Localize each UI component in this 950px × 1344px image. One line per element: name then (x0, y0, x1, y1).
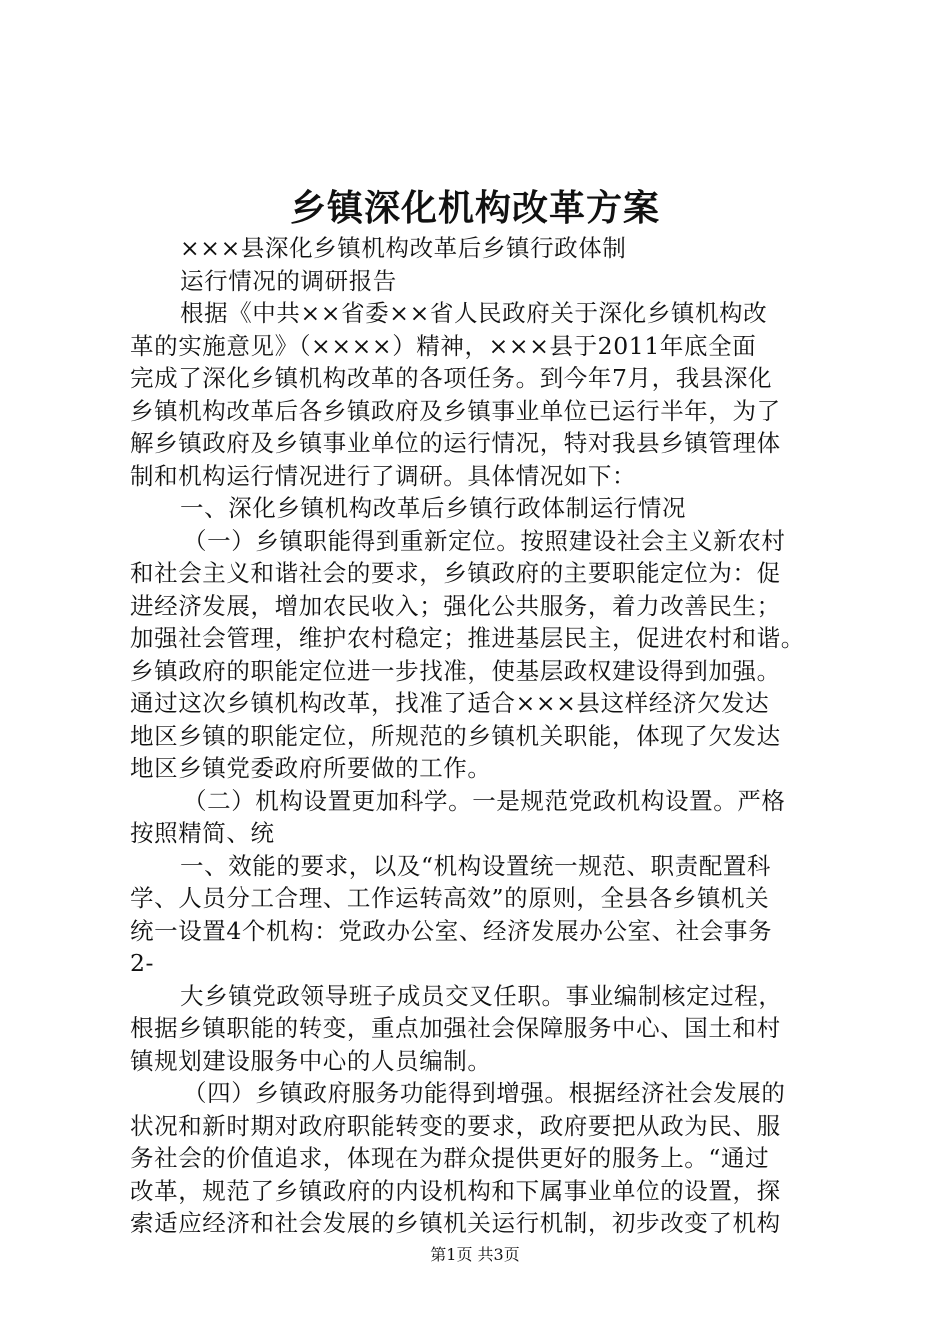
report-title-line-2: 运行情况的调研报告 (180, 266, 397, 295)
paragraph-line: 大乡镇党政领导班子成员交叉任职。事业编制核定过程， (180, 981, 783, 1010)
paragraph-line: 索适应经济和社会发展的乡镇机关运行机制，初步改变了机构 (130, 1209, 781, 1237)
paragraph-line: 状况和新时期对政府职能转变的要求，政府要把从政为民、服 (130, 1111, 781, 1140)
paragraph-line: 乡镇政府的职能定位进一步找准，使基层政权建设得到加强。 (130, 656, 781, 685)
document-body (130, 232, 850, 1240)
paragraph-line: （二）机构设置更加科学。一是规范党政机构设置。严格 (183, 786, 786, 815)
paragraph-line: 学、人员分工合理、工作运转高效”的原则，全县各乡镇机关 (130, 884, 770, 912)
paragraph-line: 根据《中共××省委××省人民政府关于深化乡镇机构改 (180, 299, 768, 327)
paragraph-line: 乡镇机构改革后各乡镇政府及乡镇事业单位已运行半年，为了 (130, 396, 781, 425)
paragraph-line: 一、效能的要求，以及“机构设置统一规范、职责配置科 (180, 851, 772, 880)
paragraph-line: （四）乡镇政府服务功能得到增强。根据经济社会发展的 (183, 1079, 786, 1107)
paragraph-line: 改革，规范了乡镇政府的内设机构和下属事业单位的设置，探 (130, 1176, 781, 1205)
paragraph-line: 镇规划建设服务中心的人员编制。 (130, 1046, 492, 1075)
paragraph-line: 通过这次乡镇机构改革，找准了适合×××县这样经济欠发达 (130, 689, 770, 717)
paragraph-line: 统一设置4个机构：党政办公室、经济发展办公室、社会事务 (130, 916, 773, 945)
document-title: 乡镇深化机构改革方案 (289, 187, 660, 229)
page-number-footer: 第1页 共3页 (430, 1245, 520, 1264)
section-heading: 一、深化乡镇机构改革后乡镇行政体制运行情况 (180, 494, 687, 522)
paragraph-line: 制和机构运行情况进行了调研。具体情况如下： (130, 461, 637, 490)
paragraph-line: （一）乡镇职能得到重新定位。按照建设社会主义新农村 (183, 526, 786, 555)
paragraph-line: 根据乡镇职能的转变，重点加强社会保障服务中心、国土和村 (130, 1014, 781, 1042)
report-title-line-1: ×××县深化乡镇机构改革后乡镇行政体制 (180, 234, 627, 262)
paragraph-line: 加强社会管理，维护农村稳定；推进基层民主，促进农村和谐。 (130, 624, 805, 652)
paragraph-line: 完成了深化乡镇机构改革的各项任务。到今年7月，我县深化 (130, 364, 773, 392)
paragraph-line: 2- (130, 949, 155, 977)
paragraph-line: 地区乡镇党委政府所要做的工作。 (130, 754, 492, 782)
paragraph-line: 地区乡镇的职能定位，所规范的乡镇机关职能，体现了欠发达 (130, 721, 781, 750)
paragraph-line: 解乡镇政府及乡镇事业单位的运行情况，特对我县乡镇管理体 (130, 429, 781, 457)
paragraph-line: 务社会的价值追求，体现在为群众提供更好的服务上。“通过 (130, 1144, 770, 1172)
paragraph-line: 和社会主义和谐社会的要求，乡镇政府的主要职能定位为：促 (130, 559, 781, 587)
paragraph-line: 革的实施意见》（××××）精神，×××县于2011年底全面 (130, 331, 757, 360)
paragraph-line: 按照精简、统 (130, 819, 275, 847)
paragraph-line: 进经济发展，增加农民收入；强化公共服务，着力改善民生； (130, 591, 781, 620)
